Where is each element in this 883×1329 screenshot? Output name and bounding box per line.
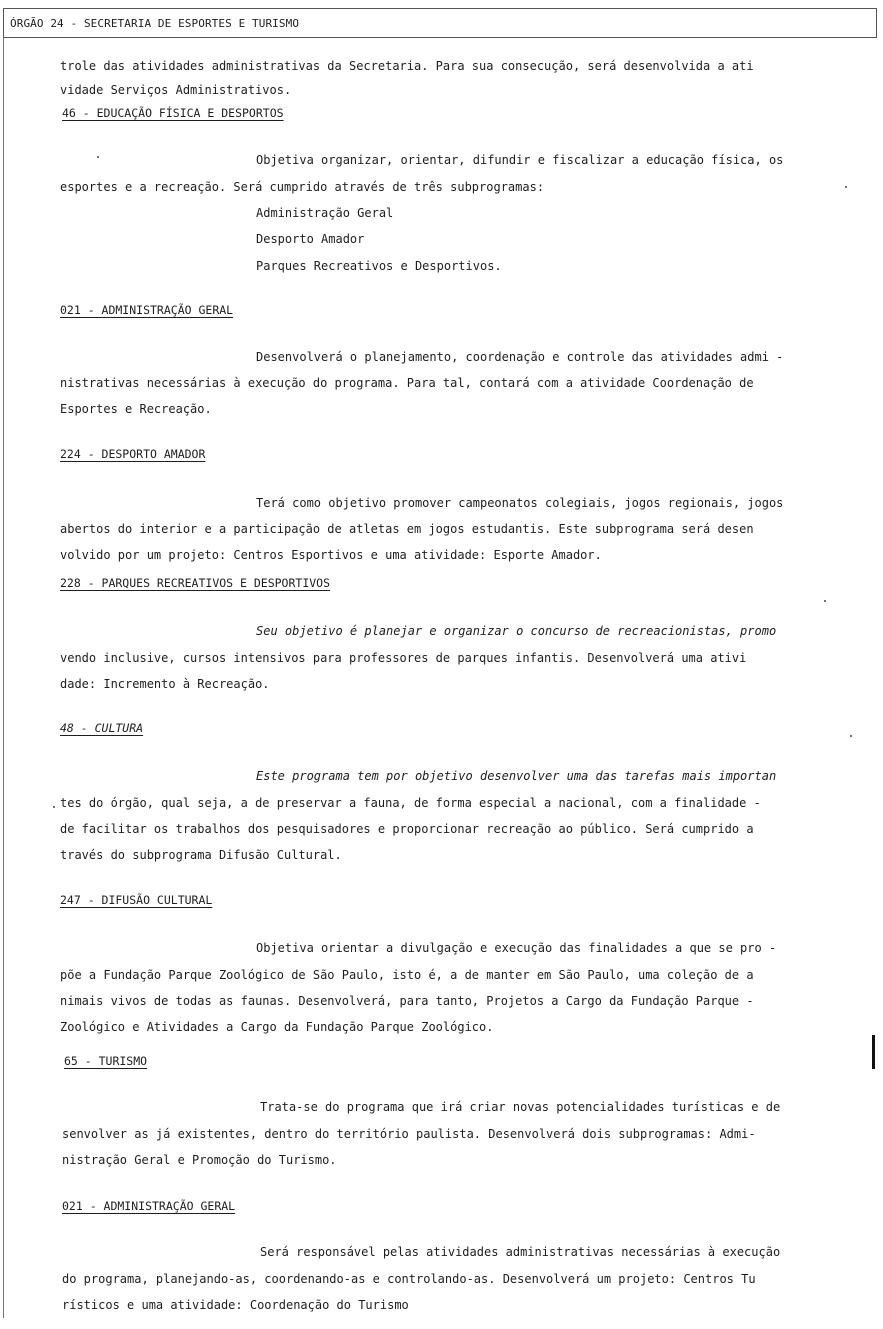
body-text-line: trole das atividades administrativas da Secretaria. Para sua consecução, será desenvolvida a ati [60,59,754,73]
body-text-line: través do subprograma Difusão Cultural. [60,848,342,862]
body-text-line: Terá como objetivo promover campeonatos colegiais, jogos regionais, jogos [256,496,784,510]
body-text-line: senvolver as já existentes, dentro do território paulista. Desenvolverá dois subprogramas: Admi- [62,1127,756,1141]
section-heading: 247 - DIFUSÃO CULTURAL [60,893,213,907]
section-heading: 021 - ADMINISTRAÇÃO GERAL [62,1199,236,1213]
left-margin-rule [3,38,4,1318]
body-text-line: esportes e a recreação. Será cumprido através de três subprogramas: [60,180,545,194]
section-heading: 46 - EDUCAÇÃO FÍSICA E DESPORTOS [62,106,284,120]
margin-mark [872,1035,875,1069]
body-text-line: nistração Geral e Promoção do Turismo. [62,1153,337,1167]
body-text-line: vendo inclusive, cursos intensivos para professores de parques infantis. Desenvolverá uma ativi [60,651,747,665]
body-text-line: de facilitar os trabalhos dos pesquisadores e proporcionar recreação ao público. Será cumprido a [60,822,754,836]
scan-speck [97,156,99,158]
body-text-line: volvido por um projeto: Centros Esportivos e uma atividade: Esporte Amador. [60,548,602,562]
body-text-line: Objetiva orientar a divulgação e execução das finalidades a que se pro - [256,941,777,955]
section-heading: 228 - PARQUES RECREATIVOS E DESPORTIVOS [60,576,331,590]
body-text-line: Seu objetivo é planejar e organizar o concurso de recreacionistas, promo [256,624,777,638]
scan-speck [53,806,55,808]
body-text-line: abertos do interior e a participação de atletas em jogos estudantis. Este subprograma será desen [60,522,754,536]
body-text-line: Trata-se do programa que irá criar novas potencialidades turísticas e de [260,1100,781,1114]
body-text-line: Desenvolverá o planejamento, coordenação e controle das atividades admi - [256,350,784,364]
body-text-line: tes do órgão, qual seja, a de preservar a fauna, de forma especial a nacional, com a finalidade - [60,796,761,810]
body-text-line: do programa, planejando-as, coordenando-as e controlando-as. Desenvolverá um projeto: Centros Tu [62,1272,756,1286]
page-header: ÓRGÃO 24 - SECRETARIA DE ESPORTES E TURISMO [10,17,300,30]
section-heading: 65 - TURISMO [64,1054,148,1068]
body-text-line: rísticos e uma atividade: Coordenação do Turismo [62,1298,409,1312]
scan-speck [824,600,826,602]
body-text-line: Administração Geral [256,206,394,220]
body-text-line: põe a Fundação Parque Zoológico de São Paulo, isto é, a de manter em São Paulo, uma coleção de a [60,968,754,982]
section-heading: 48 - CULTURA [60,721,144,735]
body-text-line: Parques Recreativos e Desportivos. [256,259,502,273]
body-text-line: Esportes e Recreação. [60,402,212,416]
body-text-line: nistrativas necessárias à execução do programa. Para tal, contará com a atividade Coordenação de [60,376,754,390]
body-text-line: Objetiva organizar, orientar, difundir e fiscalizar a educação física, os [256,153,784,167]
scan-speck [845,186,847,188]
body-text-line: Zoológico e Atividades a Cargo da Fundação Parque Zoológico. [60,1020,494,1034]
body-text-line: dade: Incremento à Recreação. [60,677,270,691]
section-heading: 224 - DESPORTO AMADOR [60,447,206,461]
body-text-line: Desporto Amador [256,232,365,246]
body-text-line: Este programa tem por objetivo desenvolver uma das tarefas mais importan [256,769,777,783]
body-text-line: nimais vivos de todas as faunas. Desenvolverá, para tanto, Projetos a Cargo da Fundação Parque - [60,994,754,1008]
scan-speck [850,735,852,737]
body-text-line: Será responsável pelas atividades administrativas necessárias à execução [260,1245,781,1259]
section-heading: 021 - ADMINISTRAÇÃO GERAL [60,303,234,317]
body-text-line: vidade Serviços Administrativos. [60,83,292,97]
